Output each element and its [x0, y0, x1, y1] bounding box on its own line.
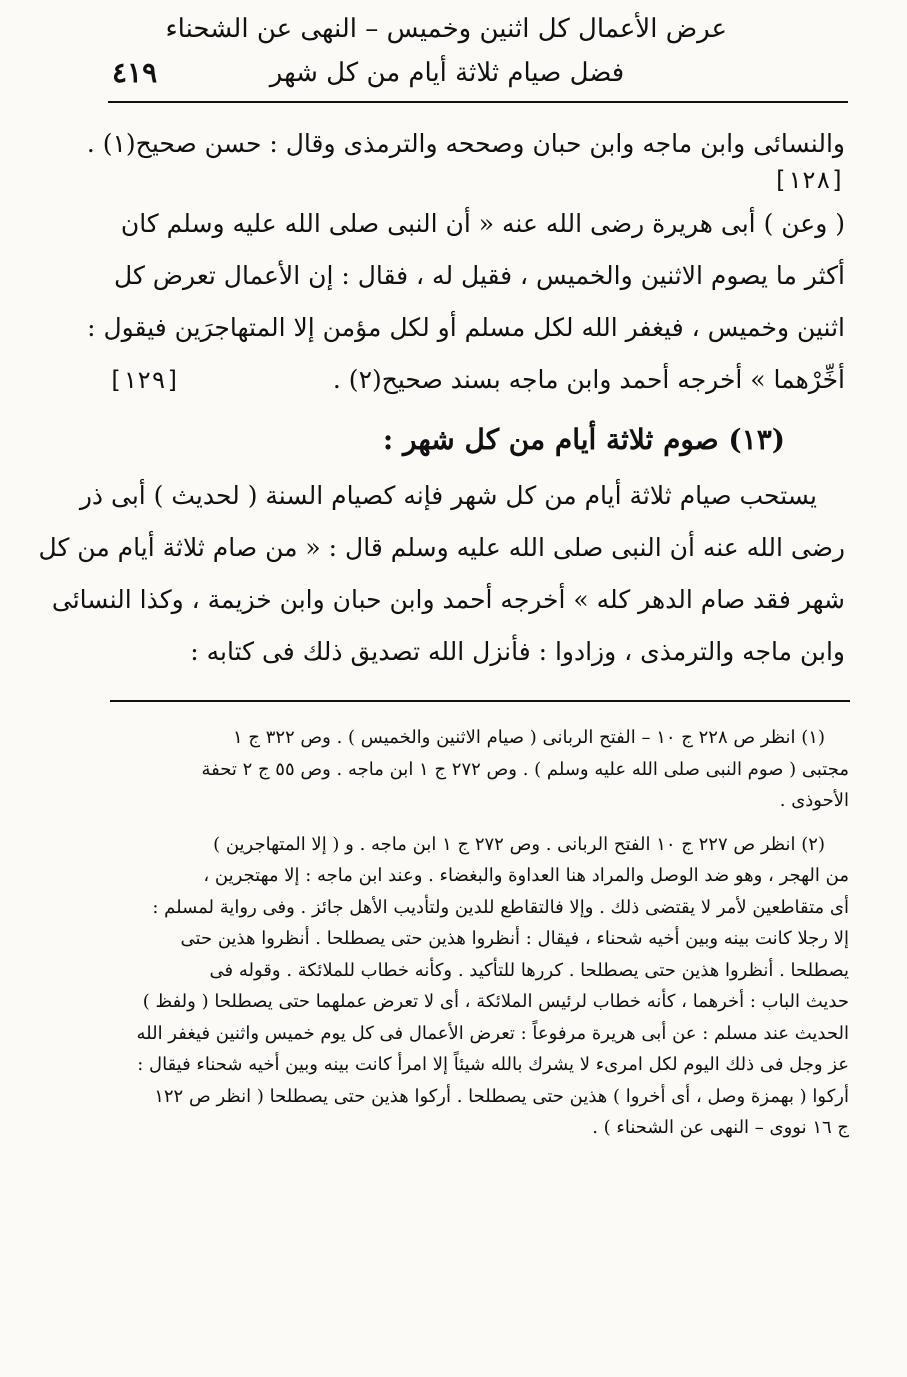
footnote-line: الحديث عند مسلم : عن أبى هريرة مرفوعاً : تعرض الأعمال فى كل يوم خميس واثنين فيغفر الله — [136, 1022, 849, 1044]
footnote-divider — [110, 700, 850, 702]
footnote-line: أى متقاطعين لأمر لا يقتضى ذلك . وإلا فالتقاطع للدين ولتأديب الأهل جائز . وفى رواية لمسلم : — [152, 896, 849, 918]
paragraph-line-text: أخِّرْهما » أخرجه أحمد وابن ماجه بسند صحيح(٢) . — [332, 365, 845, 394]
header-divider — [108, 101, 848, 103]
footnotes — [108, 722, 849, 1144]
paragraph-line: والنسائى وابن ماجه وابن حبان وصححه والترمذى وقال : حسن صحيح(١) . — [86, 129, 845, 158]
hadith-number: [١٢٨] — [772, 166, 845, 194]
paragraph-line: شهر فقد صام الدهر كله » أخرجه أحمد وابن حبان وابن خزيمة ، وكذا النسائى — [51, 585, 845, 614]
footnote-line: أركوا ( بهمزة وصل ، أى أخروا ) هذين حتى يصطلحا . أركوا هذين حتى يصطلحا ( انظر ص ١٢٢ — [154, 1085, 849, 1107]
paragraph-line: ( وعن ) أبى هريرة رضى الله عنه « أن النبى صلى الله عليه وسلم كان — [120, 209, 845, 238]
running-header-subtitle: فضل صيام ثلاثة أيام من كل شهر — [269, 58, 625, 88]
footnote-line: (١) انظر ص ٢٢٨ ج ١٠ – الفتح الربانى ( صيام الاثنين والخميس ) . وص ٣٢٢ ج ١ — [232, 727, 825, 748]
footnote-line: إلا رجلا كانت بينه وبين أخيه شحناء ، فيقال : أنظروا هذين حتى يصطلحا . أنظروا هذين حتى — [180, 928, 849, 949]
paragraph-line: وابن ماجه والترمذى ، وزادوا : فأنزل الله تصديق ذلك فى كتابه : — [190, 637, 845, 666]
paragraph-line: أكثر ما يصوم الاثنين والخميس ، فقيل له ، فقال : إن الأعمال تعرض كل — [114, 261, 845, 290]
footnote-line: ج ١٦ نووى – النهى عن الشحناء ) . — [592, 1117, 849, 1138]
paragraph-line: يستحب صيام ثلاثة أيام من كل شهر فإنه كصيام السنة ( لحديث ) أبى ذر — [79, 481, 817, 510]
footnote-line: عز وجل فى ذلك اليوم لكل امرىء لا يشرك بالله شيئاً إلا امرأ كانت بينه وبين أخيه شحناء فيقال : — [137, 1054, 849, 1075]
footnote-line: (٢) انظر ص ٢٢٧ ج ١٠ الفتح الربانى . وص ٢٧٢ ج ١ ابن ماجه . و ( إلا المتهاجرين ) — [213, 833, 825, 855]
hadith-number-129: [١٢٩] — [108, 366, 181, 394]
paragraph-line-with-number — [108, 354, 845, 406]
paragraph-line: رضى الله عنه أن النبى صلى الله عليه وسلم قال : « من صام ثلاثة أيام من كل — [38, 533, 845, 562]
footnote-line: الأحوذى . — [779, 790, 849, 811]
footnote-line: من الهجر ، وهو ضد الوصل والمراد هنا العداوة والبغضاء . وعند ابن ماجه : إلا مهتجرين ، — [203, 865, 849, 886]
footnote-line: مجتبى ( صوم النبى صلى الله عليه وسلم ) . وص ٢٧٢ ج ١ ابن ماجه . وص ٥٥ ج ٢ تحفة — [201, 758, 849, 780]
footnote-line: حديث الباب : أخرهما ، كأنه خطاب لرئيس الملائكة ، أى لا تعرض عملهما حتى يصطلحا ( ولفظ ) — [142, 991, 849, 1012]
running-header-title: عرض الأعمال كل اثنين وخميس – النهى عن الشحناء — [165, 14, 727, 44]
paragraph-line: اثنين وخميس ، فيغفر الله لكل مسلم أو لكل مؤمن إلا المتهاجرَين فيقول : — [87, 313, 845, 342]
section-heading: (١٣) صوم ثلاثة أيام من كل شهر : — [382, 423, 785, 456]
page-number: ٤١٩ — [112, 56, 158, 89]
footnote-line: يصطلحا . أنظروا هذين حتى يصطلحا . كررها للتأكيد . وكأنه خطاب للملائكة . وقوله فى — [209, 959, 849, 981]
main-text — [38, 118, 845, 678]
